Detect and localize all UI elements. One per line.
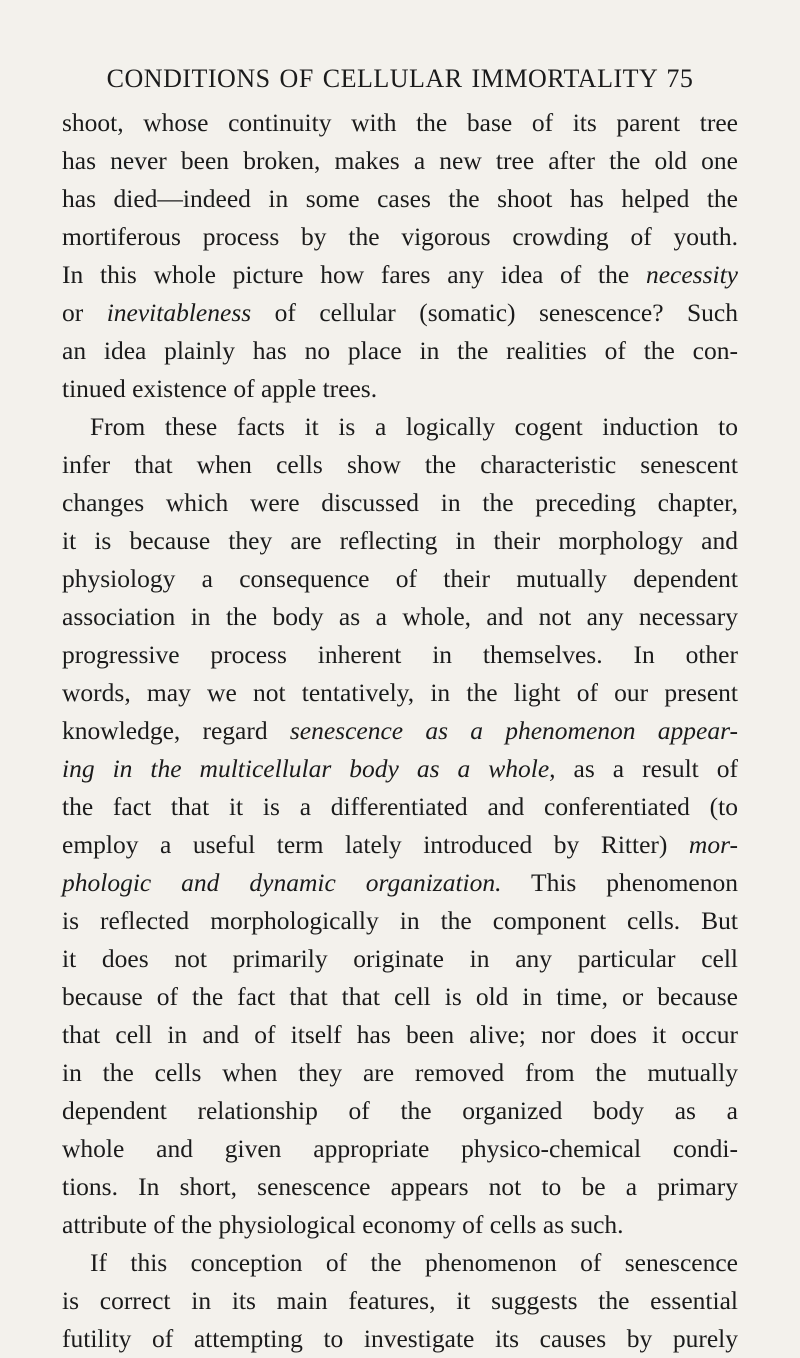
text-line [62, 1320, 738, 1358]
text-segment: tions. In short, senescence appears not to be a primary [62, 1172, 738, 1201]
italic-text-segment: inevitableness [106, 298, 252, 327]
text-line [62, 902, 738, 940]
text-line [62, 408, 738, 446]
text-line [62, 446, 738, 484]
text-segment: knowledge, regard [62, 716, 290, 745]
text-line [62, 1054, 738, 1092]
text-segment: infer that when cells show the characteristic senescent [62, 450, 738, 479]
text-line [62, 370, 738, 408]
text-segment: From these facts it is a logically cogent induction to [90, 412, 738, 441]
page-body-text [62, 104, 738, 1358]
text-segment: it does not primarily originate in any particular cell [62, 944, 738, 973]
text-segment: changes which were discussed in the preceding chapter, [62, 488, 738, 517]
text-line [62, 788, 738, 826]
italic-text-segment: ing in the multicellular body as a whole, [62, 754, 556, 783]
text-line [62, 1244, 738, 1282]
text-line [62, 1130, 738, 1168]
text-segment: is correct in its main features, it suggests the essential [62, 1286, 738, 1315]
text-segment: it is because they are reflecting in their morphology and [62, 526, 738, 555]
text-line [62, 332, 738, 370]
text-segment: that cell in and of itself has been alive; nor does it occur [62, 1020, 738, 1049]
text-line [62, 674, 738, 712]
text-segment: words, may we not tentatively, in the light of our present [62, 678, 738, 707]
text-segment: This phenomenon [501, 868, 738, 897]
text-segment: In this whole picture how fares any idea of the [62, 260, 646, 289]
text-line [62, 1168, 738, 1206]
text-segment: whole and given appropriate physico-chemical condi- [62, 1134, 738, 1163]
text-line [62, 142, 738, 180]
text-segment: shoot, whose continuity with the base of its parent tree [62, 108, 738, 137]
text-line [62, 1206, 738, 1244]
text-segment: is reflected morphologically in the component cells. But [62, 906, 738, 935]
text-line [62, 826, 738, 864]
text-line [62, 256, 738, 294]
text-line [62, 1282, 738, 1320]
text-segment: or [62, 298, 107, 327]
text-line [62, 864, 738, 902]
text-line [62, 636, 738, 674]
text-line [62, 1092, 738, 1130]
text-segment: dependent relationship of the organized body as a [62, 1096, 738, 1125]
text-line [62, 522, 738, 560]
text-line [62, 940, 738, 978]
text-segment: of cellular (somatic) senescence? Such [251, 298, 738, 327]
text-segment: in the cells when they are removed from the mutually [62, 1058, 738, 1087]
text-line [62, 484, 738, 522]
text-segment: physiology a consequence of their mutually dependent [62, 564, 738, 593]
text-segment: futility of attempting to investigate its causes by purely [62, 1324, 738, 1353]
text-segment: mortiferous process by the vigorous crowding of youth. [62, 222, 738, 251]
text-line [62, 294, 738, 332]
text-segment: employ a useful term lately introduced by Ritter) [62, 830, 689, 859]
text-line [62, 978, 738, 1016]
text-segment: because of the fact that that cell is old in time, or because [62, 982, 738, 1011]
text-segment: If this conception of the phenomenon of senescence [90, 1248, 738, 1277]
running-header: CONDITIONS OF CELLULAR IMMORTALITY 75 [106, 64, 694, 93]
text-segment: attribute of the physiological economy of cells as such. [62, 1210, 624, 1239]
text-line [62, 1016, 738, 1054]
text-line [62, 598, 738, 636]
text-line [62, 218, 738, 256]
text-segment: as a result of [555, 754, 738, 783]
text-segment: progressive process inherent in themselves. In other [62, 640, 738, 669]
text-line [62, 712, 738, 750]
italic-text-segment: phologic and dynamic organization. [62, 868, 502, 897]
italic-text-segment: mor- [688, 830, 738, 859]
text-line [62, 180, 738, 218]
text-segment: has never been broken, makes a new tree after the old one [62, 146, 738, 175]
text-segment: has died—indeed in some cases the shoot has helped the [62, 184, 738, 213]
text-line [62, 560, 738, 598]
italic-text-segment: senescence as a phenomenon appear- [289, 716, 738, 745]
text-segment: the fact that it is a differentiated and conferentiated (to [62, 792, 738, 821]
text-segment: tinued existence of apple trees. [62, 374, 378, 403]
text-line [62, 104, 738, 142]
text-segment: an idea plainly has no place in the realities of the con- [62, 336, 738, 365]
text-segment: association in the body as a whole, and not any necessary [62, 602, 738, 631]
italic-text-segment: necessity [645, 260, 738, 289]
text-line [62, 750, 738, 788]
